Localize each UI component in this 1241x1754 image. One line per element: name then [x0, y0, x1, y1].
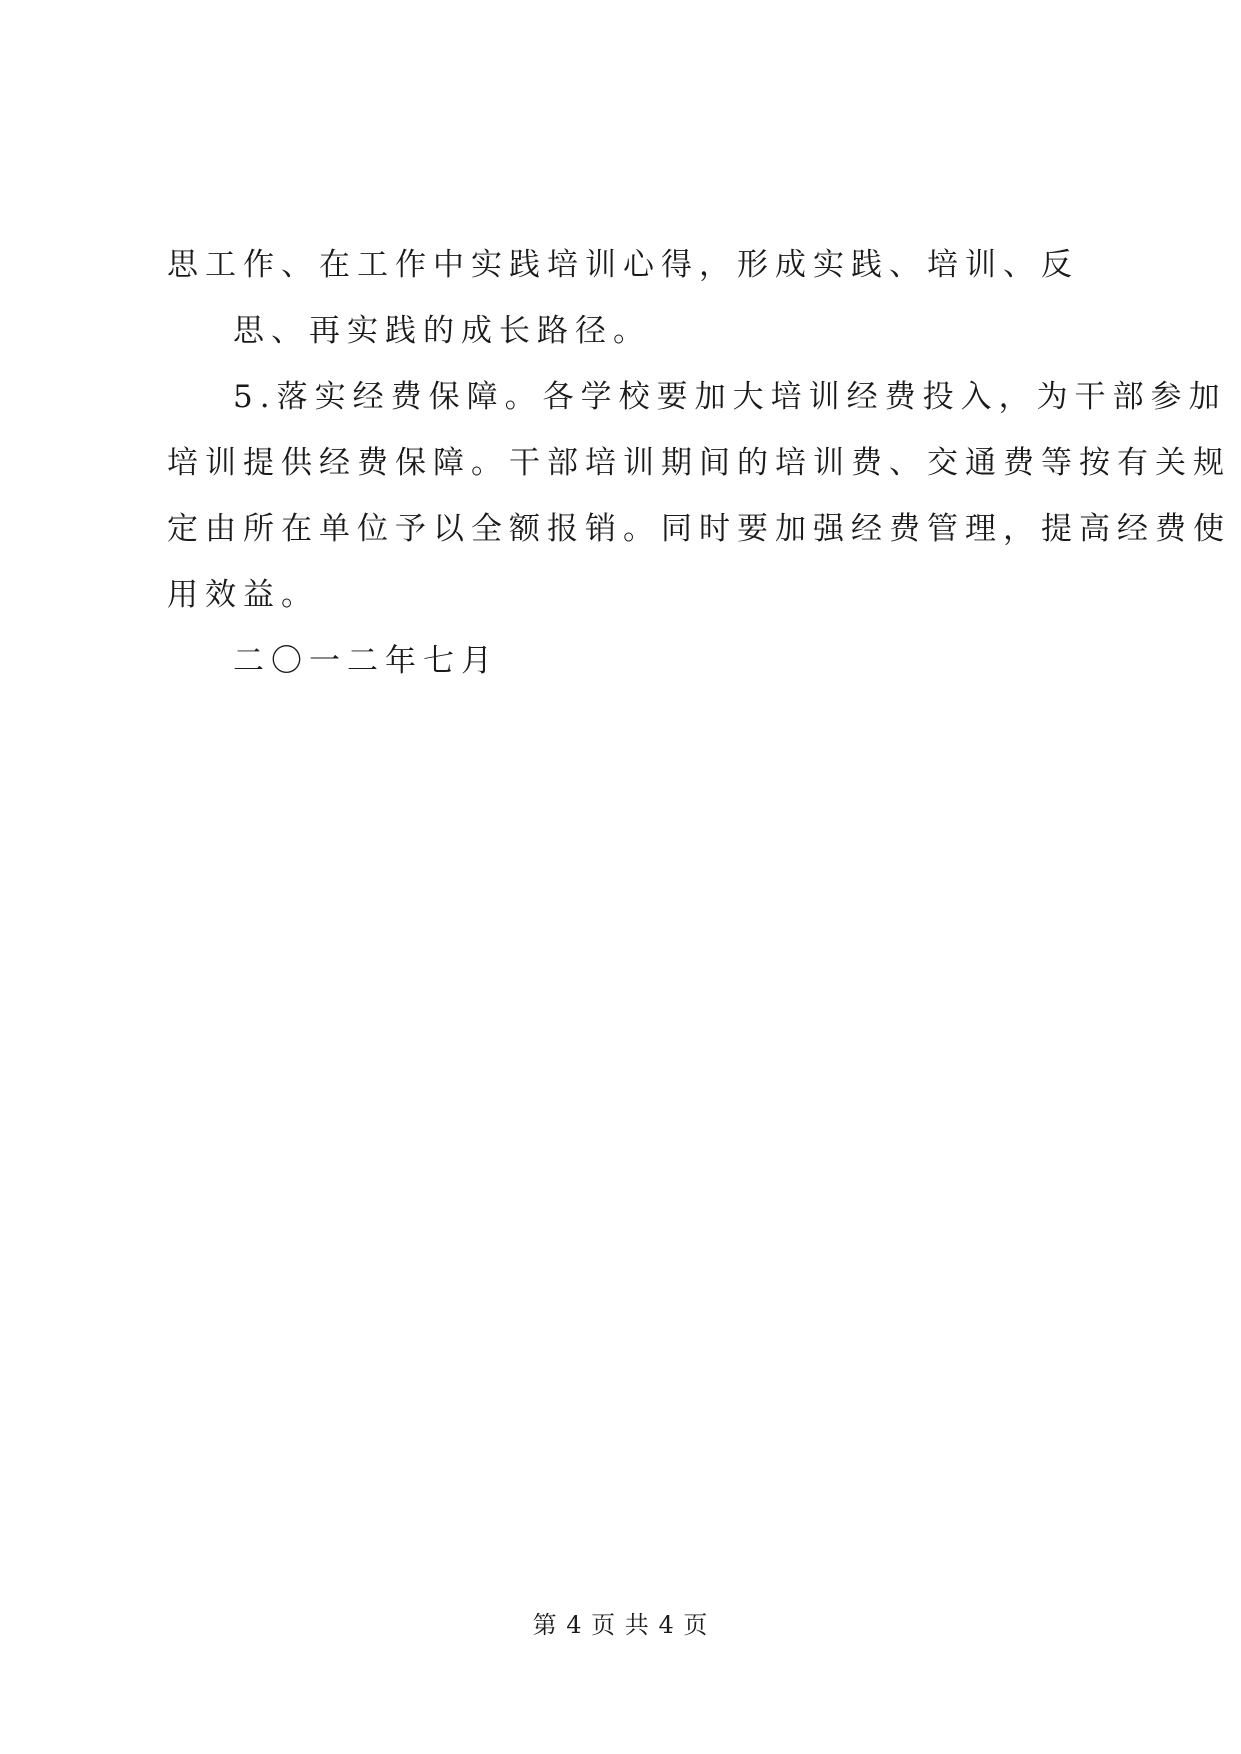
document-body — [167, 232, 1231, 694]
paragraph-line: 培训提供经费保障。干部培训期间的培训费、交通费等按有关规 — [167, 445, 1231, 481]
paragraph-line: 思、再实践的成长路径。 — [233, 313, 651, 349]
page-number-label: 第 4 页 共 4 页 — [532, 1611, 709, 1639]
page-footer — [0, 1605, 1241, 1640]
paragraph-line: 定由所在单位予以全额报销。同时要加强经费管理，提高经费使 — [167, 511, 1231, 547]
document-date: 二〇一二年七月 — [233, 643, 499, 679]
paragraph-line: 思工作、在工作中实践培训心得，形成实践、培训、反 — [167, 247, 1079, 283]
paragraph-line: 5.落实经费保障。各学校要加大培训经费投入，为干部参加 — [233, 379, 1227, 415]
paragraph-line: 用效益。 — [167, 577, 319, 613]
